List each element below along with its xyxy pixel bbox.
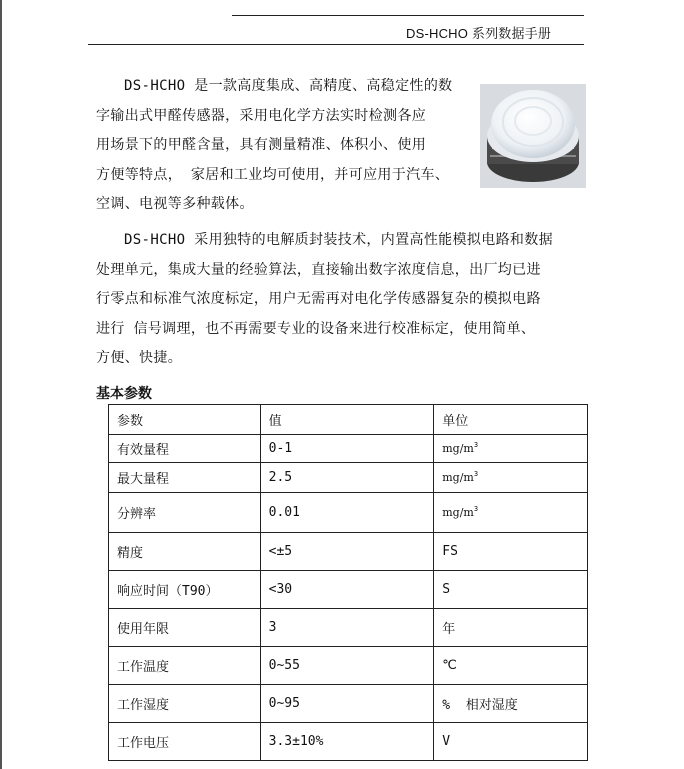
table-row [109,493,588,533]
table-row [109,609,588,647]
technology-line: 行零点和标准气浓度标定，用户无需再对电化学传感器复杂的模拟电路 [96,291,541,308]
param-cell: 有效量程 [109,435,261,463]
unit-cell [434,435,588,463]
unit-superscript: 3 [473,505,479,513]
intro-line: 方便等特点， 家居和工业均可使用，并可应用于汽车、 [96,166,450,183]
unit-text: mg/m [442,506,474,519]
unit-text: mg/m [442,471,474,484]
table-row [109,685,588,723]
intro-line: 字输出式甲醛传感器，采用电化学方法实时检测各应 [96,107,427,124]
header-title: DS-HCHO 系列数据手册 [406,26,552,41]
unit-cell: ℃ [434,647,588,685]
intro-line: 空调、电视等多种载体。 [96,196,254,213]
header-rule-bottom [88,44,584,45]
intro-paragraph [96,72,472,220]
parameters-table [108,404,588,761]
unit-text: mg/m [442,442,474,455]
table-row [109,533,588,571]
unit-cell: 年 [434,609,588,647]
unit-superscript: 3 [473,470,479,478]
sensor-photo [480,84,586,188]
unit-cell: FS [434,533,588,571]
header-unit: 单位 [434,405,588,435]
page-edge [0,0,2,769]
param-cell: 工作电压 [109,723,261,761]
unit-superscript: 3 [473,441,479,449]
value-cell: 0~55 [260,647,434,685]
table-row [109,647,588,685]
unit-cell [434,463,588,493]
intro-line: DS-HCHO 是一款高度集成、高精度、高稳定性的数 [124,78,453,94]
param-cell: 使用年限 [109,609,261,647]
param-cell: 工作湿度 [109,685,261,723]
value-cell: 3 [260,609,434,647]
unit-cell [434,493,588,533]
value-cell: 0.01 [260,493,434,533]
intro-line: 用场景下的甲醛含量，具有测量精准、体积小、使用 [96,137,427,154]
technology-paragraph [96,226,594,374]
technology-line: 方便、快捷。 [96,350,183,367]
value-cell: 2.5 [260,463,434,493]
table-header-row [109,405,588,435]
value-cell: <30 [260,571,434,609]
section-title: 基本参数 [96,386,152,402]
unit-cell: V [434,723,588,761]
param-cell: 工作温度 [109,647,261,685]
value-cell: 0-1 [260,435,434,463]
header-value: 值 [260,405,434,435]
technology-line: 处理单元，集成大量的经验算法，直接输出数字浓度信息，出厂均已进 [96,261,541,278]
header-param: 参数 [109,405,261,435]
value-cell: 3.3±10% [260,723,434,761]
technology-line: DS-HCHO 采用独特的电解质封装技术，内置高性能模拟电路和数据 [124,232,553,248]
header-rule-top [232,15,584,16]
param-cell: 最大量程 [109,463,261,493]
unit-cell: S [434,571,588,609]
param-cell: 响应时间（T90） [109,571,261,609]
table-row [109,435,588,463]
technology-line: 进行 信号调理，也不再需要专业的设备来进行校准标定，使用简单、 [96,320,536,337]
table-row [109,571,588,609]
unit-cell: % 相对湿度 [434,685,588,723]
table-row [109,463,588,493]
table-row [109,723,588,761]
value-cell: 0~95 [260,685,434,723]
param-cell: 分辨率 [109,493,261,533]
param-cell: 精度 [109,533,261,571]
value-cell: <±5 [260,533,434,571]
